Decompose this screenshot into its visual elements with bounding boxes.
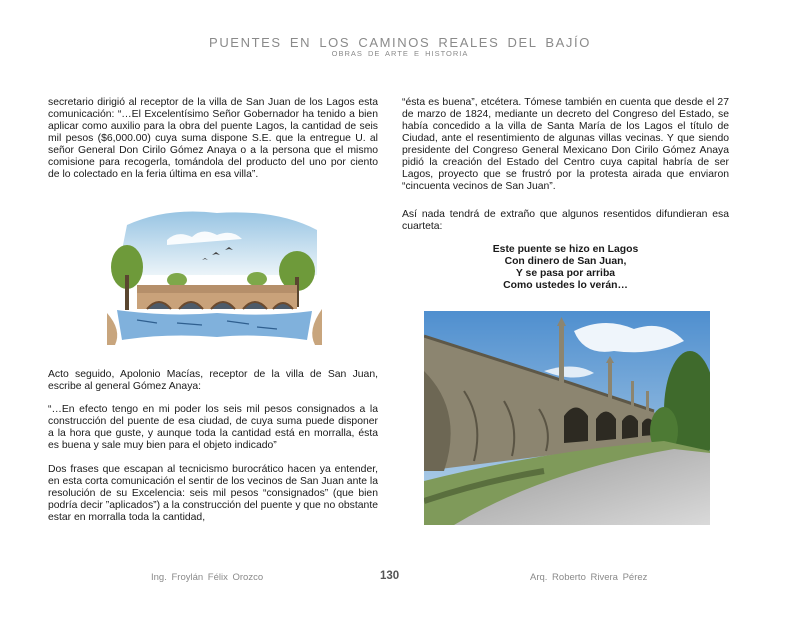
verse-quatrain [402,244,729,292]
left-paragraph-4: Dos frases que escapan al tecnicismo burocrático hacen ya entender, en esta corta comunicación el sentir de los vecinos de San Juan ante la resolución de su Excelencia: seis mil pesos “consignados” (que bien podría decir ”aplicados”) a la construcción del puente y que no obstante estar en morralla toda la cantidad, [48,464,378,523]
right-paragraph-2: Así nada tendrá de extraño que algunos resentidos difundieran esa cuarteta: [402,209,729,232]
running-header-title: PUENTES EN LOS CAMINOS REALES DEL BAJÍO [209,35,591,50]
footer-left-author: Ing. Froylán Félix Orozco [151,572,264,583]
bridge-sketch-illustration [107,205,322,345]
bridge-photograph [424,311,710,525]
verse-line: Y se pasa por arriba [515,268,616,279]
right-paragraph-1: “ésta es buena”, etcétera. Tómese también en cuenta que desde el 27 de marzo de 1824, mediante un decreto del Congreso del Estado, se había concedido a la villa de Santa María de los Lagos el título de Ciudad, ante el resentimiento de algunas villas vecinas. Y que siendo presidente del Congreso General Mexicano Don Cirilo Gómez Anaya pidió la creación del Estado del Centro cuya capital habría de ser Lagos, proyecto que se frustró por la protesta airada que enviaron “cincuenta vecinos de San Juan”. [402,97,729,192]
verse-line: Como ustedes lo verán… [503,280,628,291]
verse-line: Este puente se hizo en Lagos [492,244,639,255]
left-paragraph-3: “…En efecto tengo en mi poder los seis mil pesos consignados a la construcción del puente de esa ciudad, de cuya suma puede disponer a la hora que guste, y aunque toda la cantidad está en morralla, ésta es buena y sale muy bien para el objeto indicado” [48,404,378,451]
verse-line: Con dinero de San Juan, [504,256,627,267]
left-paragraph-1: secretario dirigió al receptor de la villa de San Juan de los Lagos esta comunicación: “…El Excelentísimo Señor Gobernador ha tenido a bien aplicar como auxilio para la obra del puente Lagos, la cantidad de seis mil pesos ($6,000.00) cuya suma dispone S.E. que la entregue U. al señor General Don Cirilo Gómez Anaya o a la persona que el mismo comisione para recogerla, tomándola del producto del uno por ciento de lo colectado en la feria última en esa villa”. [48,97,378,180]
running-header-subtitle: OBRAS DE ARTE E HISTORIA [331,49,469,58]
footer-right-author: Arq. Roberto Rivera Pérez [530,572,648,583]
left-paragraph-2: Acto seguido, Apolonio Macías, receptor de la villa de San Juan, escribe al general Gómez Anaya: [48,369,378,392]
page-number: 130 [380,570,400,582]
